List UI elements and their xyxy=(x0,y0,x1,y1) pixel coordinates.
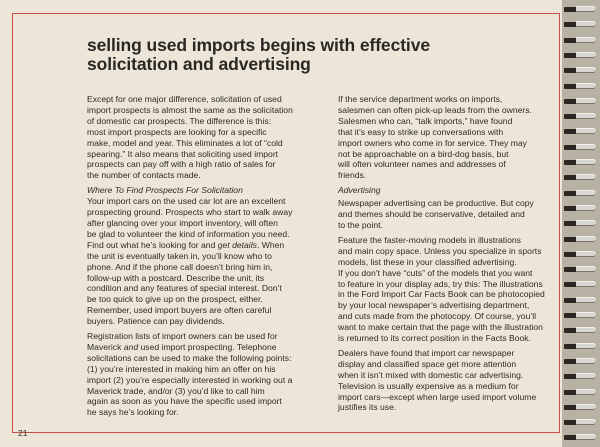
binding-coil xyxy=(576,37,596,43)
right-column xyxy=(338,94,556,417)
page-title xyxy=(87,36,507,74)
advertising-subheading: Advertising xyxy=(338,185,381,196)
binding-coil xyxy=(576,128,596,134)
text-run: Your import cars on the used car lot are an excellent prospecting ground. Prospects who start to walk away after glancing over your import inventory, will often be glad to volunteer the kind of information you need. Find out what he’s looking for and xyxy=(87,196,293,250)
binding-coil xyxy=(576,373,596,379)
binding-coil xyxy=(576,159,596,165)
dealers-paragraph: Dealers have found that import car newspaper display and classified space get more attention when it isn’t mixed with domestic car advertising. Television is usually expensive as a medium for import cars—except when large used import volume justifies its use. xyxy=(338,347,537,413)
text-run: used import prospecting. Telephone solicitations can be used to make the following points: (1) you’re interested in making him an offer on his import (2) you’re especially interested in working out a Maverick trade, and/or (3) you’d like to call him again as soon as you have the specific used import he says he’s looking for. xyxy=(87,341,293,418)
binding-coil xyxy=(576,297,596,303)
binding-coil xyxy=(576,266,596,272)
left-column xyxy=(87,94,321,422)
binding-coil xyxy=(576,98,596,104)
binding-coil xyxy=(576,281,596,287)
newspaper-paragraph: Newspaper advertising can be productive. But copy and themes should be conservative, detailed and to the point. xyxy=(338,198,534,230)
illustrations-paragraph: Feature the faster-moving models in illustrations and main copy space. Unless you specialize in sports models, list these in your classified advertising. If you don’t have “cuts” of the models that you want to feature in your display ads, try this: The illustrations in the Ford Import Car Facts Book can be photocopied by your local newspaper’s advertising department, and cuts made from the photocopy. Of course, you’ll want to make certain that the page with the illustration is returned to its correct position in the Facts Book. xyxy=(338,234,545,344)
binding-coil xyxy=(576,83,596,89)
binding-coil xyxy=(576,327,596,333)
page-number: 21 xyxy=(18,428,28,438)
emphasis-text: and xyxy=(123,341,139,352)
binding-coil xyxy=(576,220,596,226)
binding-coil xyxy=(576,404,596,410)
binding-coil xyxy=(576,343,596,349)
binding-coil xyxy=(576,21,596,27)
binding-coil xyxy=(576,419,596,425)
service-department-paragraph: If the service department works on imports, salesmen can often pick-up leads from the owners. Salesmen who can, “talk imports,” have found that it’s easy to strike up conversations with import owners who come in for service. They may not be approachable on a bird-dog basis, but will often volunteer names and addresses of friends. xyxy=(338,94,532,181)
emphasis-text: get details xyxy=(217,239,257,250)
binding-coil xyxy=(576,190,596,196)
title-line-1: selling used imports begins with effective xyxy=(87,35,430,55)
text-run: . When the unit is eventually taken in, you’ll know who to phone. And if the phone call doesn’t bring him in, follow-up with a postcard. Describe the unit, its condition and any features of special interest. Don’t be too quick to give up on the prospect, either. Remember, used import buyers are often careful buyers. Patience can pay dividends. xyxy=(87,239,285,327)
lot-prospecting-paragraph xyxy=(87,196,321,327)
binding-coil xyxy=(576,434,596,440)
prospects-subheading: Where To Find Prospects For Solicitation xyxy=(87,185,243,196)
binding-coil xyxy=(576,174,596,180)
binding-coil xyxy=(576,312,596,318)
text-run: Registration lists of import owners can be used for Maverick xyxy=(87,331,278,352)
binding-coil xyxy=(576,6,596,12)
binding-coil xyxy=(576,144,596,150)
intro-paragraph: Except for one major difference, solicitation of used import prospects is almost the same as the solicitation of domestic car prospects. The difference is this: most import prospects are looking for a specific make, model and year. This eliminates a lot of “cold spearing.” It also means that soliciting used import prospects can pay off with a high ratio of sales for the number of contacts made. xyxy=(87,94,293,181)
binding-coil xyxy=(576,205,596,211)
registration-lists-paragraph xyxy=(87,331,321,418)
title-line-2: solicitation and advertising xyxy=(87,54,311,74)
binding-coil xyxy=(576,358,596,364)
binding-coil xyxy=(576,236,596,242)
binding-coil xyxy=(576,52,596,58)
binding-coil xyxy=(576,113,596,119)
binding-coil xyxy=(576,389,596,395)
binding-coil xyxy=(576,67,596,73)
spiral-binding xyxy=(562,0,600,447)
binding-coil xyxy=(576,251,596,257)
